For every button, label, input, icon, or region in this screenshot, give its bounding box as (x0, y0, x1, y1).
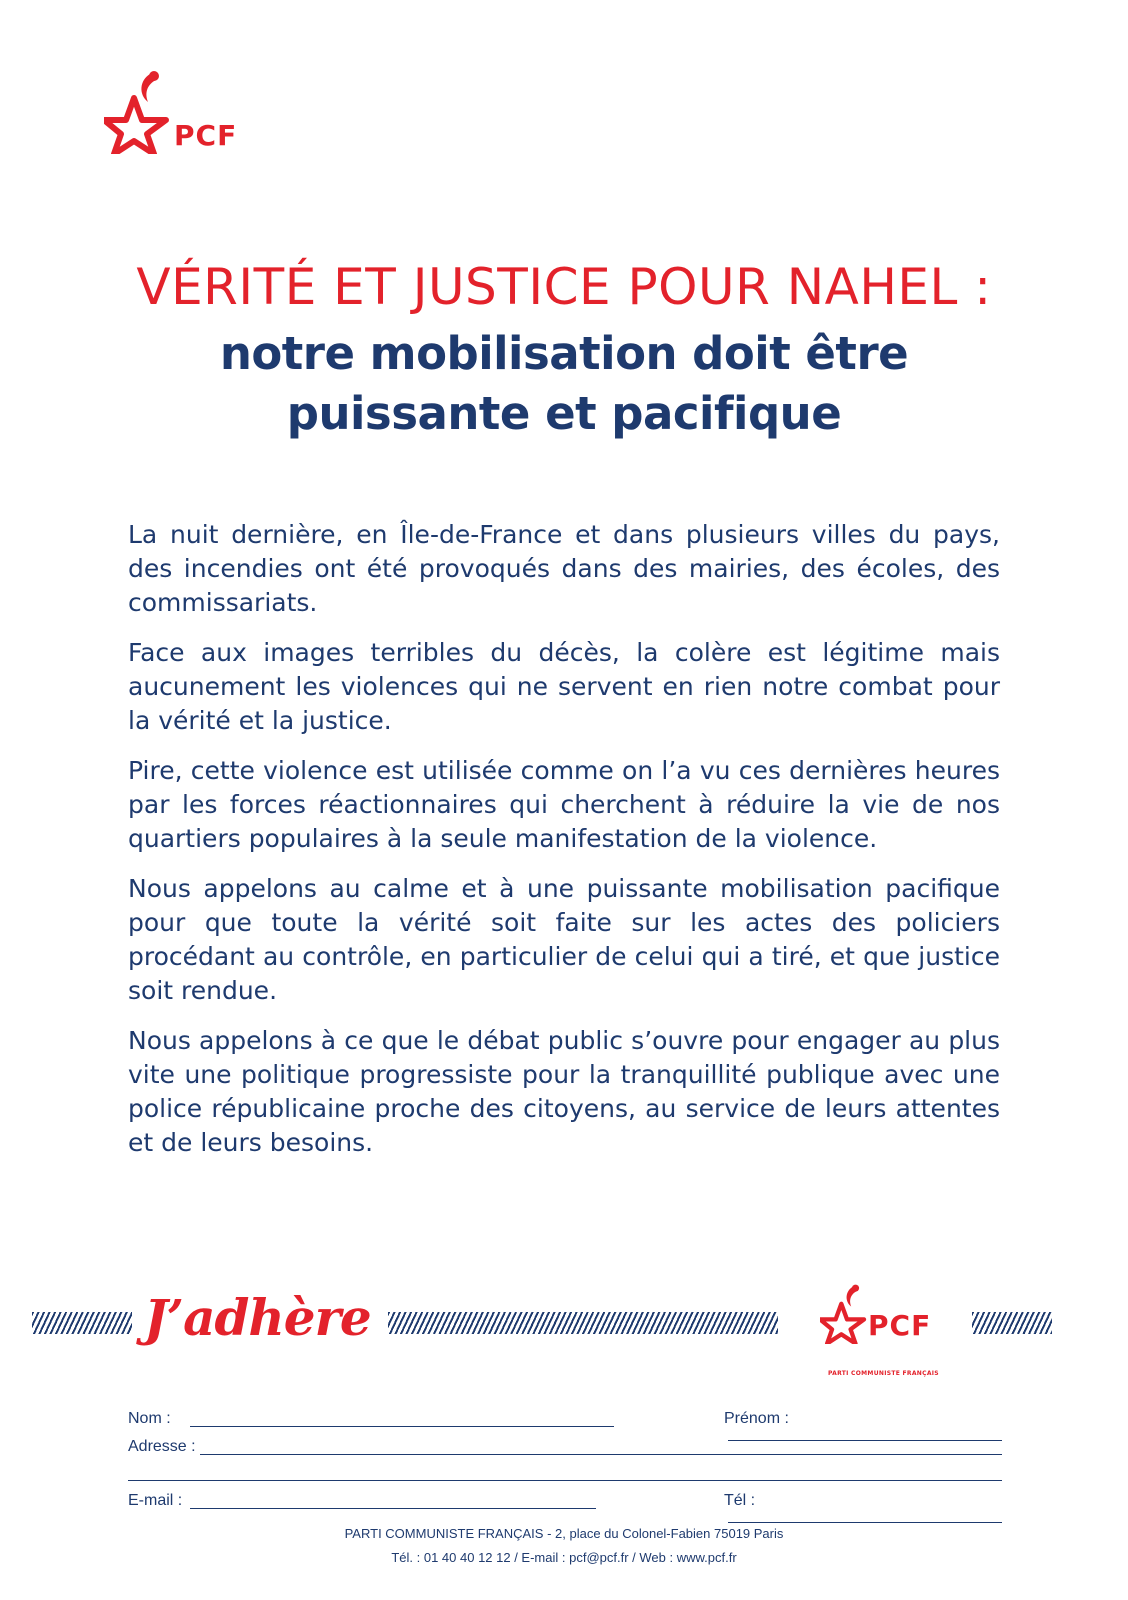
pcf-logo-footer (820, 1282, 931, 1344)
paragraph: Nous appelons au calme et à une puissante mobilisation pacifique pour que toute la vérité soit faite sur les actes des policiers procédant au contrôle, en particulier de celui qui a tiré, et que justice soit rendue. (128, 874, 1000, 1005)
headline-secondary-line2: puissante et pacifique (286, 387, 842, 440)
logo-tagline: PARTI COMMUNISTE FRANÇAIS (828, 1370, 939, 1377)
membership-title: J’adhère (144, 1288, 371, 1347)
pcf-logo (104, 68, 237, 154)
star-sickle-icon (820, 1282, 874, 1344)
headline-secondary (0, 324, 1128, 444)
adresse-field-line2[interactable] (128, 1480, 1002, 1481)
paragraph: La nuit dernière, en Île-de-France et dans plusieurs villes du pays, des incendies ont été provoqués dans des mairies, des écoles, des commissariats. (128, 520, 1000, 617)
paragraph: Pire, cette violence est utilisée comme on l’a vu ces dernières heures par les forces réactionnaires qui cherchent à réduire la vie de nos quartiers populaires à la seule manifestation de la violence. (128, 756, 1000, 853)
logo-text: PCF (868, 1309, 932, 1342)
decorative-stripes-right (972, 1312, 1052, 1334)
star-sickle-icon (104, 68, 180, 154)
email-label: E-mail : (128, 1492, 183, 1509)
adresse-field[interactable] (200, 1454, 1002, 1455)
tel-field[interactable] (728, 1522, 1002, 1523)
paragraph: Nous appelons à ce que le débat public s’ouvre pour engager au plus vite une politique progressiste pour la tranquillité publique avec une police républicaine proche des citoyens, au service de leurs attentes et de leurs besoins. (128, 1026, 1000, 1157)
headline-secondary-line1: notre mobilisation doit être (219, 327, 909, 380)
headline-primary: VÉRITÉ ET JUSTICE POUR NAHEL : (136, 258, 992, 316)
decorative-stripes-middle (388, 1312, 778, 1334)
logo-text: PCF (174, 119, 238, 152)
statement-body (128, 518, 1000, 1176)
nom-label: Nom : (128, 1410, 171, 1427)
paragraph: Face aux images terribles du décès, la colère est légitime mais aucunement les violences qui ne servent en rien notre combat pour la vérité et la justice. (128, 638, 1000, 735)
footer-address: PARTI COMMUNISTE FRANÇAIS - 2, place du Colonel-Fabien 75019 Paris (344, 1526, 784, 1541)
prenom-label: Prénom : (724, 1410, 789, 1427)
decorative-stripes-left (32, 1312, 132, 1334)
email-field[interactable] (190, 1508, 596, 1509)
footer-contact: Tél. : 01 40 40 12 12 / E-mail : pcf@pcf.fr / Web : www.pcf.fr (391, 1550, 737, 1565)
adresse-label: Adresse : (128, 1438, 196, 1455)
nom-field[interactable] (190, 1426, 614, 1427)
tel-label: Tél : (724, 1492, 756, 1509)
prenom-field[interactable] (728, 1440, 1002, 1441)
